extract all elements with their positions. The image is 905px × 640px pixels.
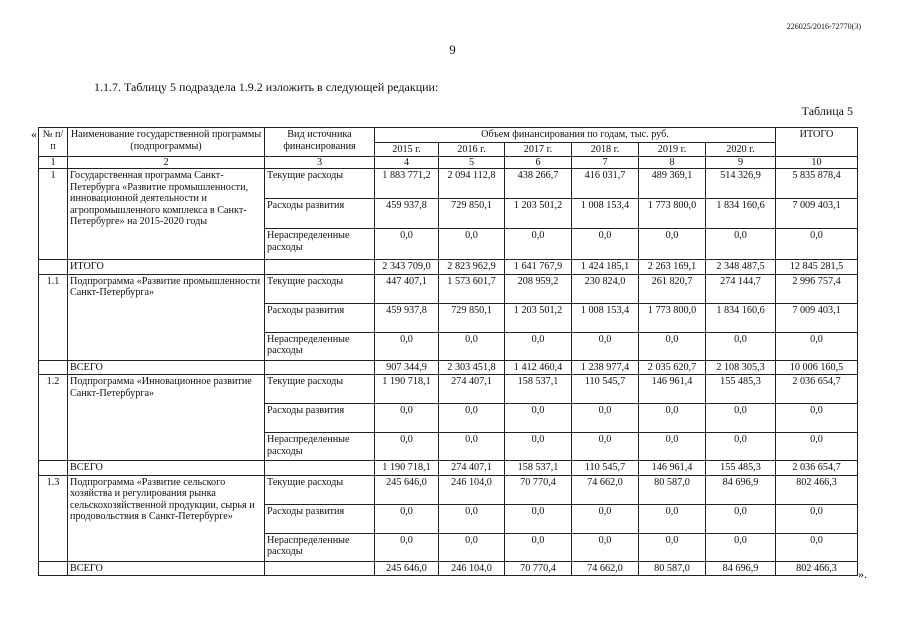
- row-total-value: 0,0: [776, 533, 858, 561]
- column-number: 8: [639, 157, 706, 169]
- total-row: [39, 461, 858, 476]
- funding-source: Расходы развития: [265, 504, 375, 533]
- year-value: 0,0: [439, 404, 505, 433]
- year-value: 0,0: [375, 229, 439, 260]
- year-value: 0,0: [706, 229, 776, 260]
- row-total-value: 0,0: [776, 404, 858, 433]
- closing-quote: ».: [858, 567, 867, 581]
- year-value: 0,0: [572, 332, 639, 360]
- total-label: ВСЕГО: [68, 561, 265, 576]
- funding-source: Текущие расходы: [265, 169, 375, 199]
- table-label: Таблица 5: [801, 104, 853, 118]
- header-year: 2016 г.: [439, 142, 505, 157]
- total-row: [39, 561, 858, 576]
- row-total-value: 0,0: [776, 504, 858, 533]
- year-value: 0,0: [706, 332, 776, 360]
- program-number: 1.1: [39, 274, 68, 360]
- year-value: 0,0: [706, 433, 776, 461]
- total-value: 1 424 185,1: [572, 260, 639, 275]
- total-row-num-cell: [39, 461, 68, 476]
- program-number: 1.3: [39, 475, 68, 561]
- header-name: Наименование государственной программы (подпрограммы): [68, 128, 265, 157]
- year-value: 0,0: [375, 332, 439, 360]
- total-value: 274 407,1: [439, 461, 505, 476]
- year-value: 0,0: [572, 533, 639, 561]
- year-value: 0,0: [639, 504, 706, 533]
- year-value: 70 770,4: [505, 475, 572, 504]
- row-total-value: 5 835 878,4: [776, 169, 858, 199]
- year-value: 0,0: [375, 504, 439, 533]
- total-row: [39, 260, 858, 275]
- row-total-value: 802 466,3: [776, 475, 858, 504]
- year-value: 245 646,0: [375, 475, 439, 504]
- program-name: Подпрограмма «Развитие промышленности Санкт-Петербурга»: [68, 274, 265, 360]
- column-number: 7: [572, 157, 639, 169]
- year-value: 246 104,0: [439, 475, 505, 504]
- total-value: 1 641 767,9: [505, 260, 572, 275]
- funding-source: Текущие расходы: [265, 375, 375, 404]
- funding-source: Расходы развития: [265, 404, 375, 433]
- year-value: 1 834 160,6: [706, 199, 776, 229]
- total-label: ВСЕГО: [68, 461, 265, 476]
- funding-source: Текущие расходы: [265, 475, 375, 504]
- year-value: 447 407,1: [375, 274, 439, 303]
- funding-source: Текущие расходы: [265, 274, 375, 303]
- year-value: 230 824,0: [572, 274, 639, 303]
- year-value: 459 937,8: [375, 199, 439, 229]
- total-value: 158 537,1: [505, 461, 572, 476]
- year-value: 0,0: [505, 533, 572, 561]
- year-value: 84 696,9: [706, 475, 776, 504]
- year-value: 208 959,2: [505, 274, 572, 303]
- total-value: 907 344,9: [375, 360, 439, 375]
- program-name: Государственная программа Санкт-Петербурга «Развитие промышленности, инновационной деятельности и агропромышленного комплекса в Санкт-Петербурге» на 2015-2020 годы: [68, 169, 265, 260]
- header-year: 2019 г.: [639, 142, 706, 157]
- year-value: 0,0: [439, 332, 505, 360]
- year-value: 2 094 112,8: [439, 169, 505, 199]
- total-source-cell: [265, 260, 375, 275]
- total-value: 2 035 620,7: [639, 360, 706, 375]
- year-value: 0,0: [706, 533, 776, 561]
- total-row: [39, 360, 858, 375]
- program-number: 1: [39, 169, 68, 260]
- column-number: 1: [39, 157, 68, 169]
- column-number: 10: [776, 157, 858, 169]
- program-number: 1.2: [39, 375, 68, 461]
- year-value: 0,0: [572, 504, 639, 533]
- year-value: 80 587,0: [639, 475, 706, 504]
- table-row: [39, 475, 858, 504]
- total-value: 802 466,3: [776, 561, 858, 576]
- year-value: 438 266,7: [505, 169, 572, 199]
- page-number: 9: [449, 42, 456, 57]
- funding-source: Расходы развития: [265, 303, 375, 332]
- total-value: 80 587,0: [639, 561, 706, 576]
- funding-source: Нераспределенные расходы: [265, 332, 375, 360]
- financing-table: [38, 127, 858, 576]
- header-total: ИТОГО: [776, 128, 858, 157]
- year-value: 1 883 771,2: [375, 169, 439, 199]
- total-row-num-cell: [39, 260, 68, 275]
- column-number: 3: [265, 157, 375, 169]
- year-value: 0,0: [375, 404, 439, 433]
- row-total-value: 7 009 403,1: [776, 303, 858, 332]
- header-num: № п/п: [39, 128, 68, 157]
- year-value: 729 850,1: [439, 199, 505, 229]
- total-value: 74 662,0: [572, 561, 639, 576]
- year-value: 261 820,7: [639, 274, 706, 303]
- column-number: 2: [68, 157, 265, 169]
- row-total-value: 2 996 757,4: [776, 274, 858, 303]
- row-total-value: 0,0: [776, 433, 858, 461]
- column-number: 4: [375, 157, 439, 169]
- year-value: 1 773 800,0: [639, 199, 706, 229]
- total-source-cell: [265, 360, 375, 375]
- header-year: 2017 г.: [505, 142, 572, 157]
- year-value: 0,0: [505, 504, 572, 533]
- intro-paragraph: 1.1.7. Таблицу 5 подраздела 1.9.2 изложить в следующей редакции:: [94, 80, 439, 94]
- header-year: 2015 г.: [375, 142, 439, 157]
- program-name: Подпрограмма «Развитие сельского хозяйства и регулирования рынка сельскохозяйственной продукции, сырья и продовольствия в Санкт-Петербурге»: [68, 475, 265, 561]
- year-value: 0,0: [639, 229, 706, 260]
- year-value: 489 369,1: [639, 169, 706, 199]
- funding-source: Нераспределенные расходы: [265, 229, 375, 260]
- row-total-value: 2 036 654,7: [776, 375, 858, 404]
- year-value: 155 485,3: [706, 375, 776, 404]
- year-value: 1 773 800,0: [639, 303, 706, 332]
- year-value: 0,0: [639, 533, 706, 561]
- total-row-num-cell: [39, 561, 68, 576]
- year-value: 0,0: [375, 533, 439, 561]
- year-value: 0,0: [572, 404, 639, 433]
- header-source: Вид источника финансирования: [265, 128, 375, 157]
- total-value: 110 545,7: [572, 461, 639, 476]
- total-value: 2 263 169,1: [639, 260, 706, 275]
- total-source-cell: [265, 461, 375, 476]
- year-value: 0,0: [375, 433, 439, 461]
- year-value: 0,0: [439, 433, 505, 461]
- year-value: 459 937,8: [375, 303, 439, 332]
- year-value: 74 662,0: [572, 475, 639, 504]
- total-source-cell: [265, 561, 375, 576]
- total-value: 2 348 487,5: [706, 260, 776, 275]
- year-value: 0,0: [505, 229, 572, 260]
- total-row-num-cell: [39, 360, 68, 375]
- year-value: 158 537,1: [505, 375, 572, 404]
- year-value: 0,0: [505, 404, 572, 433]
- year-value: 274 144,7: [706, 274, 776, 303]
- column-number: 6: [505, 157, 572, 169]
- total-value: 1 238 977,4: [572, 360, 639, 375]
- year-value: 146 961,4: [639, 375, 706, 404]
- row-total-value: 7 009 403,1: [776, 199, 858, 229]
- total-label: ИТОГО: [68, 260, 265, 275]
- year-value: 0,0: [572, 229, 639, 260]
- year-value: 0,0: [639, 433, 706, 461]
- year-value: 1 203 501,2: [505, 303, 572, 332]
- header-row: [39, 128, 858, 143]
- funding-source: Нераспределенные расходы: [265, 533, 375, 561]
- total-value: 12 845 281,5: [776, 260, 858, 275]
- year-value: 0,0: [439, 504, 505, 533]
- header-year: 2020 г.: [706, 142, 776, 157]
- funding-source: Нераспределенные расходы: [265, 433, 375, 461]
- year-value: 1 573 601,7: [439, 274, 505, 303]
- table-row: [39, 274, 858, 303]
- year-value: 0,0: [505, 332, 572, 360]
- total-value: 2 823 962,9: [439, 260, 505, 275]
- column-number: 5: [439, 157, 505, 169]
- year-value: 1 190 718,1: [375, 375, 439, 404]
- header-volume: Объем финансирования по годам, тыс. руб.: [375, 128, 776, 143]
- total-value: 2 108 305,3: [706, 360, 776, 375]
- total-value: 2 303 451,8: [439, 360, 505, 375]
- year-value: 0,0: [439, 229, 505, 260]
- total-value: 70 770,4: [505, 561, 572, 576]
- column-numbers-row: [39, 157, 858, 169]
- total-value: 2 343 709,0: [375, 260, 439, 275]
- total-value: 84 696,9: [706, 561, 776, 576]
- year-value: 0,0: [706, 404, 776, 433]
- year-value: 729 850,1: [439, 303, 505, 332]
- total-label: ВСЕГО: [68, 360, 265, 375]
- total-value: 146 961,4: [639, 461, 706, 476]
- year-value: 1 008 153,4: [572, 303, 639, 332]
- total-value: 246 104,0: [439, 561, 505, 576]
- year-value: 1 203 501,2: [505, 199, 572, 229]
- total-value: 1 190 718,1: [375, 461, 439, 476]
- year-value: 110 545,7: [572, 375, 639, 404]
- total-value: 245 646,0: [375, 561, 439, 576]
- program-name: Подпрограмма «Инновационное развитие Санкт-Петербурга»: [68, 375, 265, 461]
- total-value: 10 006 160,5: [776, 360, 858, 375]
- year-value: 0,0: [706, 504, 776, 533]
- header-year: 2018 г.: [572, 142, 639, 157]
- funding-source: Расходы развития: [265, 199, 375, 229]
- column-number: 9: [706, 157, 776, 169]
- year-value: 0,0: [439, 533, 505, 561]
- year-value: 514 326,9: [706, 169, 776, 199]
- total-value: 1 412 460,4: [505, 360, 572, 375]
- document-id: 226025/2016-72770(3): [786, 22, 861, 31]
- year-value: 0,0: [505, 433, 572, 461]
- total-value: 155 485,3: [706, 461, 776, 476]
- row-total-value: 0,0: [776, 229, 858, 260]
- year-value: 0,0: [639, 332, 706, 360]
- year-value: 0,0: [639, 404, 706, 433]
- year-value: 1 834 160,6: [706, 303, 776, 332]
- year-value: 274 407,1: [439, 375, 505, 404]
- table-row: [39, 375, 858, 404]
- year-value: 1 008 153,4: [572, 199, 639, 229]
- year-value: 0,0: [572, 433, 639, 461]
- row-total-value: 0,0: [776, 332, 858, 360]
- year-value: 416 031,7: [572, 169, 639, 199]
- total-value: 2 036 654,7: [776, 461, 858, 476]
- opening-quote: «: [31, 127, 37, 141]
- table-row: [39, 169, 858, 199]
